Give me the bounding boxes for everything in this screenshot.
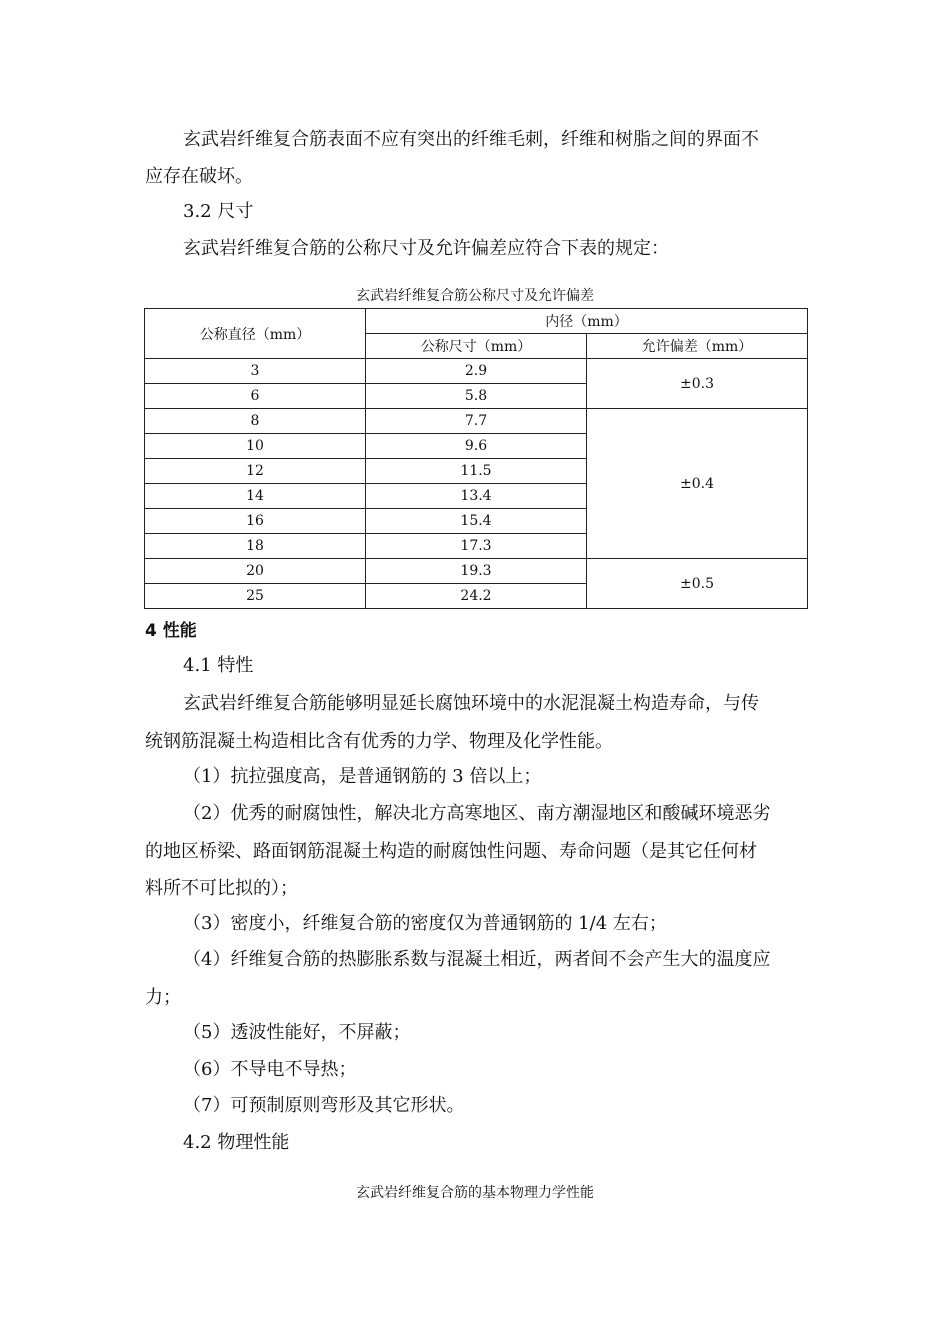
cell-diameter: 18 (145, 534, 366, 559)
dimension-tolerance-table (144, 308, 808, 609)
paragraph-properties-line2: 统钢筋混凝土构造相比含有优秀的力学、物理及化学性能。 (145, 731, 613, 752)
cell-nominal: 9.6 (366, 434, 587, 459)
cell-nominal: 19.3 (366, 559, 587, 584)
cell-diameter: 6 (145, 384, 366, 409)
section-4-2-heading: 4.2 物理性能 (183, 1132, 290, 1153)
table-caption-properties: 玄武岩纤维复合筋的基本物理力学性能 (356, 1185, 594, 1201)
table-row (145, 409, 808, 434)
cell-nominal: 17.3 (366, 534, 587, 559)
cell-tolerance: ±0.3 (587, 359, 808, 409)
list-item-7: （7）可预制原则弯形及其它形状。 (183, 1095, 465, 1116)
cell-diameter: 3 (145, 359, 366, 384)
cell-tolerance: ±0.4 (587, 409, 808, 559)
list-item-4-line2: 力； (145, 987, 181, 1008)
header-nominal-size: 公称尺寸（mm） (366, 334, 587, 359)
cell-nominal: 15.4 (366, 509, 587, 534)
list-item-4-line1: （4）纤维复合筋的热膨胀系数与混凝土相近，两者间不会产生大的温度应 (183, 949, 771, 970)
header-tolerance: 允许偏差（mm） (587, 334, 808, 359)
cell-nominal: 5.8 (366, 384, 587, 409)
list-item-3: （3）密度小，纤维复合筋的密度仅为普通钢筋的 1/4 左右； (183, 913, 667, 934)
list-item-2-line3: 料所不可比拟的）； (145, 878, 298, 899)
cell-diameter: 12 (145, 459, 366, 484)
cell-diameter: 14 (145, 484, 366, 509)
list-item-2-line1: （2）优秀的耐腐蚀性，解决北方高寒地区、南方潮湿地区和酸碱环境恶劣 (183, 803, 771, 824)
cell-nominal: 11.5 (366, 459, 587, 484)
cell-nominal: 2.9 (366, 359, 587, 384)
cell-tolerance: ±0.5 (587, 559, 808, 609)
header-inner-diameter: 内径（mm） (366, 309, 808, 334)
section-4-1-heading: 4.1 特性 (183, 655, 254, 676)
list-item-6: （6）不导电不导热； (183, 1059, 357, 1080)
paragraph-surface-line2: 应存在破坏。 (145, 166, 253, 187)
paragraph-size-intro: 玄武岩纤维复合筋的公称尺寸及允许偏差应符合下表的规定： (183, 238, 669, 259)
paragraph-properties-line1: 玄武岩纤维复合筋能够明显延长腐蚀环境中的水泥混凝土构造寿命，与传 (183, 693, 759, 714)
header-nominal-diameter: 公称直径（mm） (145, 309, 366, 359)
cell-diameter: 20 (145, 559, 366, 584)
table-caption-dimensions: 玄武岩纤维复合筋公称尺寸及允许偏差 (356, 288, 594, 304)
section-4-heading: 4 性能 (145, 621, 197, 641)
paragraph-surface-line1: 玄武岩纤维复合筋表面不应有突出的纤维毛刺，纤维和树脂之间的界面不 (183, 129, 759, 150)
cell-nominal: 24.2 (366, 584, 587, 609)
cell-diameter: 8 (145, 409, 366, 434)
list-item-1: （1）抗拉强度高，是普通钢筋的 3 倍以上； (183, 766, 542, 787)
table-row (145, 359, 808, 384)
table-row (145, 559, 808, 584)
cell-nominal: 7.7 (366, 409, 587, 434)
list-item-5: （5）透波性能好，不屏蔽； (183, 1022, 411, 1043)
section-3-2-heading: 3.2 尺寸 (183, 201, 254, 222)
cell-diameter: 16 (145, 509, 366, 534)
cell-diameter: 25 (145, 584, 366, 609)
cell-diameter: 10 (145, 434, 366, 459)
list-item-2-line2: 的地区桥梁、路面钢筋混凝土构造的耐腐蚀性问题、寿命问题（是其它任何材 (145, 841, 757, 862)
cell-nominal: 13.4 (366, 484, 587, 509)
